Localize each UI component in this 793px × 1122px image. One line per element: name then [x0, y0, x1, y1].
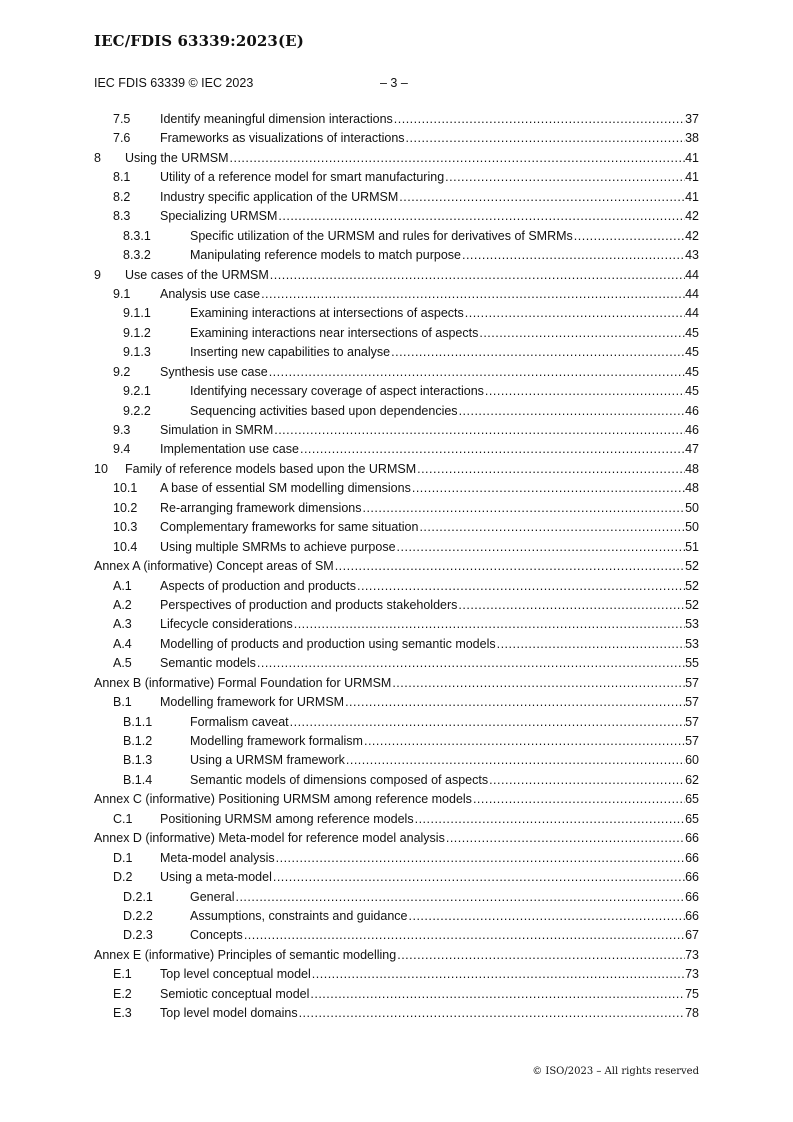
table-of-contents	[94, 110, 699, 1024]
toc-entry-page: 73	[685, 947, 699, 962]
toc-entry-title: Concepts	[190, 928, 243, 943]
toc-entry-title: Manipulating reference models to match purpose	[190, 248, 461, 263]
toc-entry-number: B.1.1	[123, 714, 153, 729]
toc-entry-title: Annex B (informative) Formal Foundation for URMSM	[94, 675, 392, 690]
toc-dot-leader	[390, 343, 685, 362]
toc-entry[interactable]	[94, 227, 699, 246]
toc-entry-number: 9	[94, 267, 101, 282]
toc-entry-page: 62	[685, 772, 699, 787]
toc-entry-number: 9.2.1	[123, 384, 151, 399]
toc-entry-number: E.1	[113, 967, 132, 982]
toc-dot-leader	[275, 849, 685, 868]
toc-dot-leader	[234, 888, 685, 907]
toc-entry-number: 8.1	[113, 170, 131, 185]
toc-entry-page: 57	[685, 695, 699, 710]
toc-entry-number: 8	[94, 150, 101, 165]
toc-entry-number: 9.3	[113, 423, 131, 437]
toc-entry-title: Use cases of the URMSM	[125, 267, 269, 282]
toc-entry[interactable]	[94, 168, 699, 187]
page-number: – 3 –	[380, 76, 408, 90]
toc-entry[interactable]	[94, 888, 699, 907]
toc-entry-number: E.2	[113, 986, 132, 1001]
toc-dot-leader	[408, 907, 686, 926]
toc-entry-number: 10.4	[113, 539, 138, 554]
toc-entry-number: 9.4	[113, 442, 131, 457]
toc-entry-title: Using a URMSM framework	[190, 753, 345, 768]
toc-entry-page: 60	[685, 753, 699, 768]
toc-entry[interactable]	[94, 557, 699, 576]
toc-entry-number: B.1.4	[123, 772, 153, 787]
toc-entry-page: 46	[685, 423, 699, 437]
toc-entry-number: 10.1	[113, 481, 138, 496]
toc-entry[interactable]	[94, 440, 699, 459]
toc-dot-leader	[396, 946, 685, 965]
toc-dot-leader	[269, 266, 685, 285]
toc-entry-number: A.3	[113, 617, 132, 632]
toc-entry[interactable]	[94, 868, 699, 887]
toc-entry-page: 45	[685, 384, 699, 399]
toc-dot-leader	[488, 771, 685, 790]
toc-entry[interactable]	[94, 246, 699, 265]
toc-dot-leader	[457, 596, 685, 615]
toc-entry-title: Industry specific application of the URMSM	[160, 189, 399, 204]
toc-entry-page: 52	[685, 559, 699, 574]
toc-entry-page: 75	[685, 986, 699, 1001]
toc-entry-number: A.2	[113, 597, 132, 612]
toc-entry-number: D.2.1	[123, 889, 153, 904]
toc-entry[interactable]	[94, 460, 699, 479]
toc-dot-leader	[293, 615, 685, 634]
toc-entry-page: 52	[685, 578, 699, 593]
toc-entry[interactable]	[94, 207, 699, 226]
toc-entry[interactable]	[94, 771, 699, 790]
toc-entry-title: Frameworks as visualizations of interactions	[160, 131, 405, 146]
toc-dot-leader	[411, 479, 685, 498]
toc-entry-number: C.1	[113, 811, 133, 826]
toc-entry-title: Annex C (informative) Positioning URMSM among reference models	[94, 792, 472, 807]
toc-dot-leader	[272, 868, 685, 887]
toc-entry-title: Simulation in SMRM	[160, 423, 274, 437]
toc-entry[interactable]	[94, 810, 699, 829]
toc-entry[interactable]	[94, 149, 699, 168]
toc-dot-leader	[277, 207, 685, 226]
toc-entry[interactable]	[94, 363, 699, 382]
toc-entry[interactable]	[94, 577, 699, 596]
toc-entry-title: Perspectives of production and products stakeholders	[160, 597, 458, 612]
toc-dot-leader	[299, 440, 685, 459]
toc-entry-page: 38	[685, 131, 699, 146]
toc-dot-leader	[393, 110, 685, 129]
toc-entry-title: Implementation use case	[160, 442, 299, 457]
toc-dot-leader	[478, 324, 685, 343]
toc-entry-number: 7.5	[113, 112, 131, 126]
toc-entry-number: 10	[94, 461, 108, 476]
toc-entry-number: E.3	[113, 1006, 132, 1021]
toc-entry-number: D.2.3	[123, 928, 153, 943]
toc-entry[interactable]	[94, 343, 699, 362]
copyright-footer: © ISO/2023 – All rights reserved	[532, 1066, 699, 1077]
toc-dot-leader	[496, 635, 685, 654]
toc-entry-page: 53	[685, 617, 699, 632]
toc-entry-page: 46	[685, 403, 699, 418]
toc-entry-page: 41	[685, 150, 699, 165]
toc-entry-page: 50	[685, 500, 699, 515]
toc-dot-leader	[464, 304, 685, 323]
toc-entry-number: 10.2	[113, 500, 138, 515]
toc-dot-leader	[268, 363, 685, 382]
toc-entry[interactable]	[94, 790, 699, 809]
toc-entry-page: 42	[685, 228, 699, 243]
toc-dot-leader	[573, 227, 685, 246]
toc-dot-leader	[391, 674, 685, 693]
toc-dot-leader	[229, 149, 686, 168]
toc-entry[interactable]	[94, 266, 699, 285]
toc-entry[interactable]	[94, 926, 699, 945]
toc-entry-number: 8.3.2	[123, 248, 151, 263]
toc-dot-leader	[416, 460, 685, 479]
toc-entry-number: 9.2	[113, 364, 131, 379]
toc-entry-page: 52	[685, 597, 699, 612]
toc-dot-leader	[298, 1004, 686, 1023]
toc-entry-title: Formalism caveat	[190, 714, 289, 729]
toc-entry[interactable]	[94, 110, 699, 129]
toc-entry-number: 8.3	[113, 209, 131, 224]
toc-dot-leader	[398, 188, 685, 207]
toc-entry-page: 44	[685, 286, 699, 301]
toc-entry-page: 41	[685, 189, 699, 204]
toc-entry-page: 48	[685, 481, 699, 496]
toc-entry-page: 44	[685, 267, 699, 282]
toc-entry[interactable]	[94, 732, 699, 751]
toc-entry-page: 37	[685, 112, 699, 126]
toc-dot-leader	[361, 499, 685, 518]
toc-entry[interactable]	[94, 713, 699, 732]
toc-dot-leader	[273, 421, 685, 440]
toc-dot-leader	[484, 382, 685, 401]
toc-entry[interactable]	[94, 946, 699, 965]
toc-entry[interactable]	[94, 499, 699, 518]
toc-entry[interactable]	[94, 304, 699, 323]
toc-entry-title: Identify meaningful dimension interactions	[160, 112, 393, 126]
toc-entry-title: Family of reference models based upon the URMSM	[125, 461, 417, 476]
document-id: IEC/FDIS 63339:2023(E)	[94, 32, 304, 50]
toc-dot-leader	[363, 732, 685, 751]
toc-entry-number: 9.1.1	[123, 306, 151, 321]
toc-entry-number: 10.3	[113, 520, 138, 535]
toc-entry-title: Re-arranging framework dimensions	[160, 500, 362, 515]
toc-entry-number: D.2	[113, 870, 133, 885]
toc-dot-leader	[445, 829, 685, 848]
toc-entry-number: A.4	[113, 636, 132, 651]
toc-entry[interactable]	[94, 654, 699, 673]
toc-entry[interactable]	[94, 693, 699, 712]
toc-entry[interactable]	[94, 1004, 699, 1023]
toc-entry-page: 65	[685, 792, 699, 807]
toc-entry-title: Examining interactions near intersections of aspects	[190, 325, 479, 340]
toc-entry-title: Meta-model analysis	[160, 850, 275, 865]
toc-entry-number: 9.1	[113, 286, 131, 301]
toc-entry-number: 9.1.2	[123, 325, 151, 340]
toc-entry-title: Annex A (informative) Concept areas of SM	[94, 559, 334, 574]
toc-entry-title: Top level model domains	[160, 1006, 298, 1021]
toc-dot-leader	[344, 693, 685, 712]
toc-dot-leader	[458, 402, 686, 421]
toc-entry-title: Using the URMSM	[125, 150, 229, 165]
toc-entry-title: Semantic models of dimensions composed of aspects	[190, 772, 489, 787]
toc-dot-leader	[345, 751, 685, 770]
toc-entry-number: A.5	[113, 656, 132, 671]
toc-dot-leader	[243, 926, 685, 945]
toc-dot-leader	[311, 965, 685, 984]
toc-entry-page: 50	[685, 520, 699, 535]
toc-entry[interactable]	[94, 421, 699, 440]
toc-entry[interactable]	[94, 985, 699, 1004]
toc-dot-leader	[289, 713, 685, 732]
toc-entry-title: Examining interactions at intersections of aspects	[190, 306, 464, 321]
running-head-left: IEC FDIS 63339 © IEC 2023	[94, 76, 254, 90]
toc-entry-title: Utility of a reference model for smart manufacturing	[160, 170, 445, 185]
toc-entry-title: Positioning URMSM among reference models	[160, 811, 414, 826]
toc-entry-title: A base of essential SM modelling dimensions	[160, 481, 411, 496]
toc-entry-page: 66	[685, 831, 699, 846]
toc-dot-leader	[309, 985, 685, 1004]
toc-entry[interactable]	[94, 596, 699, 615]
toc-entry-title: Complementary frameworks for same situation	[160, 520, 419, 535]
toc-entry-page: 45	[685, 364, 699, 379]
toc-entry-page: 53	[685, 636, 699, 651]
toc-entry-number: A.1	[113, 578, 132, 593]
toc-entry-number: 8.3.1	[123, 228, 151, 243]
toc-dot-leader	[472, 790, 685, 809]
toc-entry-page: 51	[685, 539, 699, 554]
toc-entry-number: B.1.2	[123, 734, 153, 748]
toc-entry-page: 65	[685, 811, 699, 826]
toc-entry-page: 41	[685, 170, 699, 185]
toc-entry-title: Modelling framework for URMSM	[160, 695, 345, 710]
toc-entry-page: 48	[685, 461, 699, 476]
toc-entry[interactable]	[94, 751, 699, 770]
toc-entry-number: 9.1.3	[123, 345, 151, 360]
toc-entry-title: Lifecycle considerations	[160, 617, 293, 632]
toc-entry-number: B.1.3	[123, 753, 153, 768]
toc-entry-title: Modelling of products and production using semantic models	[160, 636, 496, 651]
toc-entry-number: 9.2.2	[123, 403, 151, 418]
toc-entry[interactable]	[94, 907, 699, 926]
toc-entry-page: 66	[685, 889, 699, 904]
toc-entry-title: Inserting new capabilities to analyse	[190, 345, 391, 360]
toc-entry[interactable]	[94, 615, 699, 634]
toc-entry[interactable]	[94, 479, 699, 498]
toc-dot-leader	[334, 557, 685, 576]
toc-entry-title: Assumptions, constraints and guidance	[190, 908, 408, 923]
toc-entry[interactable]	[94, 635, 699, 654]
toc-entry-title: Semiotic conceptual model	[160, 986, 310, 1001]
toc-entry-page: 55	[685, 656, 699, 671]
toc-dot-leader	[256, 654, 685, 673]
toc-dot-leader	[356, 577, 685, 596]
toc-entry-title: Top level conceptual model	[160, 967, 311, 982]
toc-entry-number: B.1	[113, 695, 132, 710]
toc-entry-page: 47	[685, 442, 699, 457]
toc-entry[interactable]	[94, 965, 699, 984]
toc-entry-page: 42	[685, 209, 699, 224]
toc-entry-number: D.1	[113, 850, 133, 865]
toc-entry-title: Annex E (informative) Principles of semantic modelling	[94, 947, 397, 962]
toc-entry[interactable]	[94, 188, 699, 207]
toc-entry[interactable]	[94, 324, 699, 343]
toc-entry-page: 57	[685, 734, 699, 748]
toc-entry-page: 57	[685, 675, 699, 690]
toc-entry-title: Semantic models	[160, 656, 256, 671]
toc-dot-leader	[260, 285, 685, 304]
toc-entry-page: 57	[685, 714, 699, 729]
toc-entry-page: 45	[685, 325, 699, 340]
toc-dot-leader	[396, 538, 686, 557]
toc-entry[interactable]	[94, 129, 699, 148]
toc-entry[interactable]	[94, 829, 699, 848]
toc-entry[interactable]	[94, 285, 699, 304]
toc-entry[interactable]	[94, 538, 699, 557]
toc-entry-title: Aspects of production and products	[160, 578, 356, 593]
toc-entry-page: 73	[685, 967, 699, 982]
toc-entry-number: 8.2	[113, 189, 131, 204]
toc-entry-number: D.2.2	[123, 908, 153, 923]
toc-entry-title: Specific utilization of the URMSM and rules for derivatives of SMRMs	[190, 228, 573, 243]
toc-dot-leader	[405, 129, 686, 148]
toc-dot-leader	[444, 168, 685, 187]
toc-entry[interactable]	[94, 674, 699, 693]
toc-entry-page: 67	[685, 928, 699, 943]
toc-entry-page: 45	[685, 345, 699, 360]
toc-dot-leader	[461, 246, 685, 265]
toc-entry[interactable]	[94, 518, 699, 537]
toc-entry-title: Analysis use case	[160, 286, 261, 301]
toc-entry-title: Sequencing activities based upon dependencies	[190, 403, 458, 418]
toc-entry-title: Annex D (informative) Meta-model for reference model analysis	[94, 831, 445, 846]
toc-entry-page: 66	[685, 908, 699, 923]
toc-entry-title: Using multiple SMRMs to achieve purpose	[160, 539, 396, 554]
toc-entry[interactable]	[94, 402, 699, 421]
toc-entry-title: Modelling framework formalism	[190, 734, 363, 748]
toc-entry-page: 66	[685, 850, 699, 865]
toc-entry-page: 43	[685, 248, 699, 263]
toc-entry-page: 44	[685, 306, 699, 321]
toc-entry-page: 78	[685, 1006, 699, 1021]
toc-entry-title: Using a meta-model	[160, 870, 272, 885]
toc-entry-number: 7.6	[113, 131, 131, 146]
toc-entry-page: 66	[685, 870, 699, 885]
toc-dot-leader	[418, 518, 685, 537]
toc-entry-title: Specializing URMSM	[160, 209, 278, 224]
toc-dot-leader	[414, 810, 686, 829]
toc-entry-title: Identifying necessary coverage of aspect interactions	[190, 384, 484, 399]
toc-entry-title: Synthesis use case	[160, 364, 268, 379]
toc-entry[interactable]	[94, 382, 699, 401]
toc-entry[interactable]	[94, 849, 699, 868]
toc-entry-title: General	[190, 889, 235, 904]
